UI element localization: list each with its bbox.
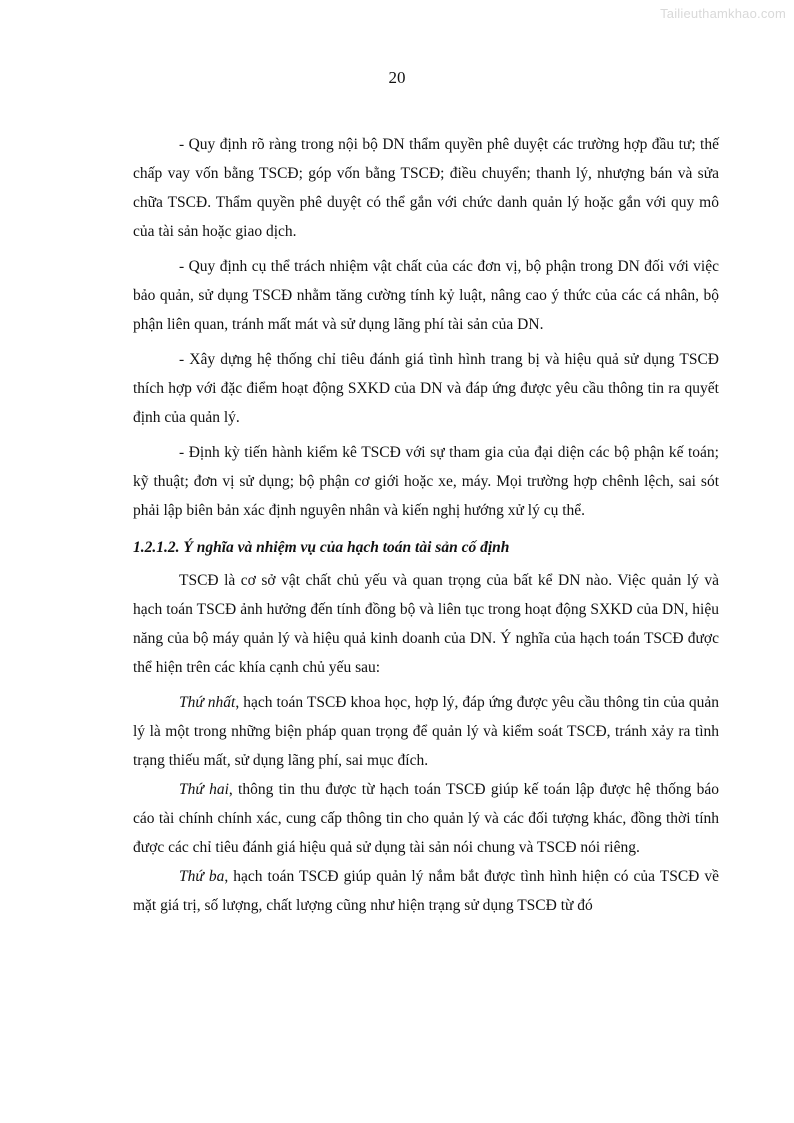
point-text: , hạch toán TSCĐ giúp quản lý nắm bắt được tình hình hiện có của TSCĐ về mặt giá trị, số lượng, chất lượng cũng như hiện trạng sử dụng TSCĐ từ đó	[133, 868, 720, 914]
bullet-paragraph: - Định kỳ tiến hành kiểm kê TSCĐ với sự tham gia của đại diện các bộ phận kế toán; kỹ thuật; đơn vị sử dụng; bộ phận cơ giới hoặc xe, máy. Mọi trường hợp chênh lệch, sai sót phải lập biên bản xác định nguyên nhân và kiến nghị hướng xử lý cụ thể.	[133, 444, 719, 519]
document-body	[133, 130, 719, 920]
watermark: Tailieuthamkhao.com	[660, 6, 786, 21]
point-paragraph	[133, 688, 719, 775]
point-paragraph	[133, 862, 719, 920]
bullet-paragraph: - Xây dựng hệ thống chỉ tiêu đánh giá tình hình trang bị và hiệu quả sử dụng TSCĐ thích hợp với đặc điểm hoạt động SXKD của DN và đáp ứng được yêu cầu thông tin ra quyết định của quản lý.	[133, 351, 719, 426]
bullet-paragraph: - Quy định cụ thể trách nhiệm vật chất của các đơn vị, bộ phận trong DN đối với việc bảo quản, sử dụng TSCĐ nhằm tăng cường tính kỷ luật, nâng cao ý thức của các cá nhân, bộ phận liên quan, tránh mất mát và sử dụng lãng phí tài sản của DN.	[133, 258, 719, 333]
point-paragraph	[133, 775, 719, 862]
point-text: , hạch toán TSCĐ khoa học, hợp lý, đáp ứng được yêu cầu thông tin của quản lý là một trong những biện pháp quan trọng để quản lý và kiểm soát TSCĐ, tránh xảy ra tình trạng thiếu mất, sử dụng lãng phí, sai mục đích.	[133, 694, 719, 769]
page-number: 20	[388, 68, 406, 87]
point-lead: Thứ ba	[179, 868, 225, 885]
point-text: , thông tin thu được từ hạch toán TSCĐ giúp kế toán lập được hệ thống báo cáo tài chính chính xác, cung cấp thông tin cho quản lý và các đối tượng khác, đồng thời tính được các chỉ tiêu đánh giá hiệu quả sử dụng tài sản nói chung và TSCĐ nói riêng.	[133, 781, 720, 856]
section-heading: 1.2.1.2. Ý nghĩa và nhiệm vụ của hạch toán tài sản cố định	[133, 539, 510, 556]
intro-paragraph: TSCĐ là cơ sở vật chất chủ yếu và quan trọng của bất kể DN nào. Việc quản lý và hạch toán TSCĐ ảnh hưởng đến tính đồng bộ và liên tục trong hoạt động SXKD của DN, hiệu năng của bộ máy quản lý và hiệu quả kinh doanh của DN. Ý nghĩa của hạch toán TSCĐ được thể hiện trên các khía cạnh chủ yếu sau:	[133, 572, 719, 676]
point-lead: Thứ hai	[179, 781, 229, 798]
point-lead: Thứ nhất	[179, 694, 236, 711]
bullet-paragraph: - Quy định rõ ràng trong nội bộ DN thẩm quyền phê duyệt các trường hợp đầu tư; thế chấp vay vốn bằng TSCĐ; góp vốn bằng TSCĐ; điều chuyển; thanh lý, nhượng bán và sửa chữa TSCĐ. Thẩm quyền phê duyệt có thể gắn với chức danh quản lý hoặc gắn với quy mô của tài sản hoặc giao dịch.	[133, 136, 719, 240]
